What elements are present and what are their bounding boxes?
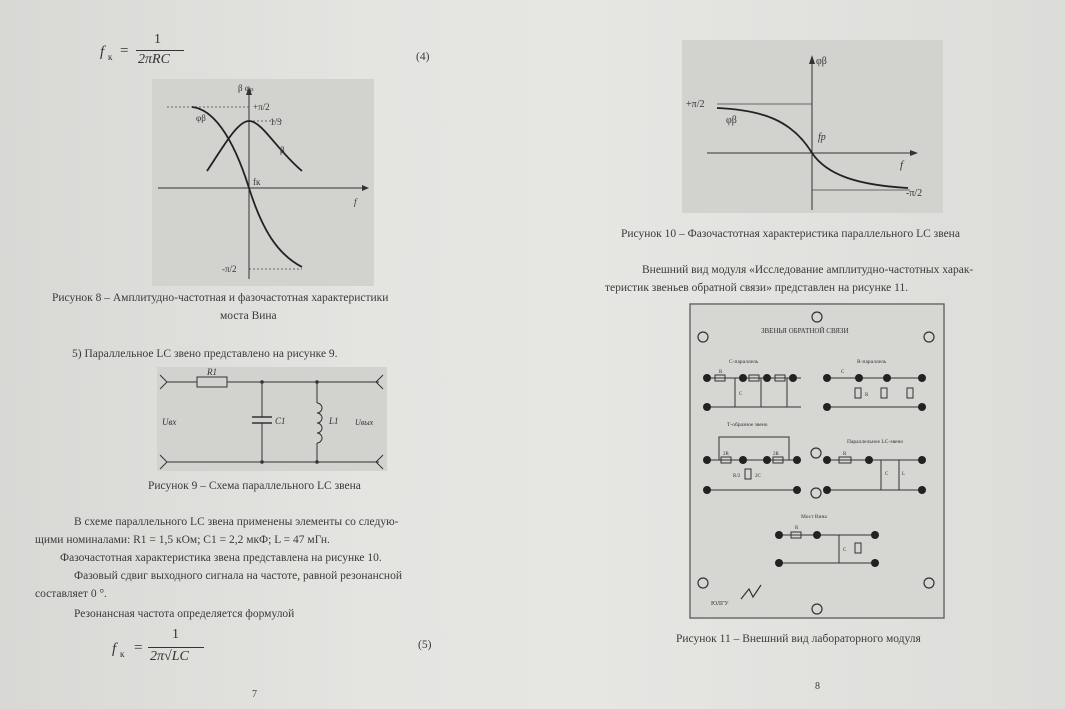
formula-5-denominator: 2π√LC [150,649,189,664]
c-block-label-c: C [739,392,743,397]
logo-icon [741,585,761,599]
label-phi-b-axis: φβ [816,56,827,67]
t-block-label-r-half: R/2 [733,474,741,479]
figure-8-caption-line1: Рисунок 8 – Амплитудно-частотная и фазочастотная характеристики [52,292,389,304]
paragraph-line-5: составляет 0 °. [35,588,107,600]
formula-4-eq: = [120,43,129,59]
formula-4-lhs-sub: к [108,52,113,62]
formula-4-denominator: 2πRC [138,52,170,67]
resistor-r1 [197,377,227,387]
lc-block-label-r: R [843,452,847,457]
paragraph-line-3: Фазочастотная характеристика звена представлена на рисунке 10. [60,552,382,564]
formula-5-numerator: 1 [172,627,179,642]
label-u-in: Uвх [162,417,177,427]
formula-4-lhs: f [100,44,105,60]
figure-8-chart [152,79,374,286]
formula-5-lhs-sub: к [120,649,125,659]
paragraph-line-6: Резонансная частота определяется формулой [74,608,295,620]
paragraph-line-1: Внешний вид модуля «Исследование амплитудно-частотных харак- [642,264,974,276]
formula-5 [112,627,212,669]
label-f: f [354,197,357,207]
formula-4-numerator: 1 [154,32,161,47]
label-beta: β [280,145,285,155]
phase-curve [192,107,302,267]
t-block-label-2c: 2C [755,474,761,479]
r-block-label-r: R [865,393,869,398]
wien-label-c: C [843,548,847,553]
formula-4 [100,32,190,72]
paragraph-line-2: щими номиналами: R1 = 1,5 кОм; C1 = 2,2 мкФ; L = 47 мГн. [35,534,330,546]
label-one-third: 1/3 [270,117,282,127]
formula-4-number: (4) [416,51,430,63]
right-page-number: 8 [815,681,820,692]
label-fk: fк [253,177,261,187]
block-c-parallel: С-параллель [729,359,759,365]
label-f: f [900,159,904,171]
fraction-bar [136,50,184,51]
lab-module-panel [689,303,945,619]
figure-10-caption: Рисунок 10 – Фазочастотная характеристика параллельного LC звена [621,228,960,240]
c-block-label-r: R [719,370,723,375]
figure-9-caption: Рисунок 9 – Схема параллельного LC звена [148,480,361,492]
formula-5-lhs: f [112,641,117,657]
t-block-label-2r-right: 2R [773,452,779,457]
label-fp: fр [818,132,826,143]
y-axis-arrow [809,55,815,64]
r-block-label-c: C [841,370,845,375]
intro-lc-text: 5) Параллельное LC звено представлено на рисунке 9. [72,348,338,360]
formula-5-eq: = [134,640,143,656]
lc-block-label-l: L [902,472,906,477]
block-t-shaped: Т-образное звено [727,422,768,428]
figure-11-caption: Рисунок 11 – Внешний вид лабораторного модуля [676,633,921,645]
label-minus-pi2: -π/2 [222,264,237,274]
formula-5-number: (5) [418,639,432,651]
figure-8 [152,79,374,286]
figure-11 [689,303,945,619]
figure-8-caption-line2: моста Вина [220,310,277,322]
label-r1: R1 [207,367,217,377]
label-plus-pi2: +π/2 [686,99,705,110]
block-lc-parallel: Параллельное LC-звено [847,439,904,445]
module-title: ЗВЕНЬЯ ОБРАТНОЙ СВЯЗИ [761,327,849,335]
figure-9 [157,367,387,471]
label-l1: L1 [329,416,339,426]
block-r-parallel: R-параллель [857,359,887,365]
inductor-l1 [317,403,322,443]
x-axis-arrow [910,150,918,156]
x-axis-arrow [362,185,369,191]
paragraph-line-1: В схеме параллельного LC звена применены элементы со следую- [74,516,399,528]
wien-label-r: R [795,526,799,531]
label-u-out: Uвых [355,418,374,427]
lc-block-label-c: C [885,472,889,477]
left-page-number: 7 [252,689,257,700]
label-minus-pi2: -π/2 [906,188,923,199]
figure-10-chart [682,40,943,213]
figure-9-circuit [157,367,387,471]
module-logo: ЮЛГУ [711,601,729,607]
label-phi-b: φβ [726,115,737,126]
label-c1: C1 [275,416,286,426]
label-beta-phi: β φₚ [238,83,254,93]
block-wien-bridge: Мост Вина [801,514,827,520]
figure-10 [682,40,943,213]
paragraph-line-4: Фазовый сдвиг выходного сигнала на частоте, равной резонансной [74,570,402,582]
fraction-bar [148,647,204,648]
label-phi-b: φβ [196,113,206,123]
t-block-label-2r: 2R [723,452,729,457]
paragraph-line-2: теристик звеньев обратной связи» представлен на рисунке 11. [605,282,909,294]
label-plus-pi2: +π/2 [253,102,270,112]
